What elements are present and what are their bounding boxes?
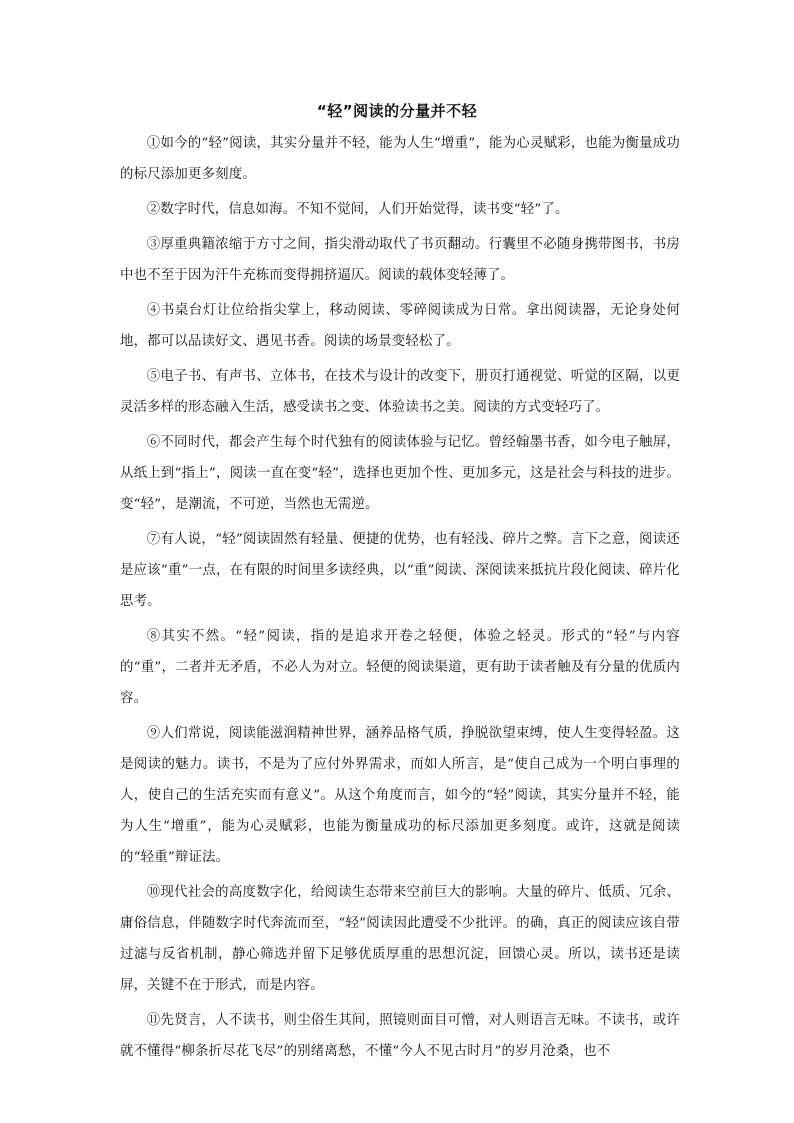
paragraph-8: ⑧其实不然。“轻”阅读，指的是追求开卷之轻便，体验之轻灵。形式的“轻”与内容的“重”，二者并无矛盾，不必人为对立。轻便的阅读渠道，更有助于读者触及有分量的优质内容。 — [120, 629, 680, 706]
paragraph-2: ②数字时代，信息如海。不知不觉间，人们开始觉得，读书变“轻”了。 — [146, 202, 569, 217]
paragraph-7: ⑦有人说，“轻”阅读固然有轻量、便捷的优势，也有轻浅、碎片之弊。言下之意，阅读还是应该“重”一点，在有限的时间里多读经典，以“重”阅读、深阅读来抵抗片段化阅读、碎片化思考。 — [120, 532, 680, 609]
paragraph-9: ⑨人们常说，阅读能滋润精神世界，涵养品格气质，挣脱欲望束缚，使人生变得轻盈。这是阅读的魅力。读书，不是为了应付外界需求，而如人所言，是“使自己成为一个明白事理的人，使自己的生活充实而有意义”。从这个角度而言，如今的“轻”阅读，其实分量并不轻，能为人生“增重”，能为心灵赋彩，也能为衡量成功的标尺添加更多刻度。或许，这就是阅读的“轻重”辩证法。 — [120, 726, 680, 865]
paragraph-1: ①如今的“轻”阅读，其实分量并不轻，能为人生“增重”，能为心灵赋彩，也能为衡量成功的标尺添加更多刻度。 — [120, 136, 680, 182]
paragraph-3: ③厚重典籍浓缩于方寸之间，指尖滑动取代了书页翻动。行囊里不必随身携带图书，书房中也不至于因为汗牛充栋而变得拥挤逼仄。阅读的载体变轻薄了。 — [120, 237, 680, 283]
paragraph-11: ⑪先贤言，人不读书，则尘俗生其间，照镜则面目可憎，对人则语言无味。不读书，或许就不懂得“柳条折尽花飞尽”的别绪离愁，不懂“今人不见古时月”的岁月沧桑，也不 — [120, 1013, 680, 1059]
article-title: “轻”阅读的分量并不轻 — [316, 102, 478, 120]
paragraph-10: ⑩现代社会的高度数字化，给阅读生态带来空前巨大的影响。大量的碎片、低质、冗余、庸俗信息，伴随数字时代奔流而至，“轻”阅读因此遭受不少批评。的确，真正的阅读应该自带过滤与反省机制，静心筛选并留下足够优质厚重的思想沉淀，回馈心灵。所以，读书还是读屏，关键不在于形式，而是内容。 — [120, 885, 680, 993]
paragraph-6: ⑥不同时代，都会产生每个时代独有的阅读体验与记忆。曾经翰墨书香，如今电子触屏，从纸上到“指上”，阅读一直在变“轻”，选择也更加个性、更加多元，这是社会与科技的进步。变“轻”，是潮流，不可逆，当然也无需逆。 — [120, 435, 680, 512]
paragraph-5: ⑤电子书、有声书、立体书，在技术与设计的改变下，册页打通视觉、听觉的区隔，以更灵活多样的形态融入生活，感受读书之变、体验读书之美。阅读的方式变轻巧了。 — [120, 369, 680, 415]
paragraph-4: ④书桌台灯让位给指尖掌上，移动阅读、零碎阅读成为日常。拿出阅读器，无论身处何地，都可以品读好文、遇见书香。阅读的场景变轻松了。 — [120, 303, 680, 349]
article-body — [120, 128, 680, 1071]
